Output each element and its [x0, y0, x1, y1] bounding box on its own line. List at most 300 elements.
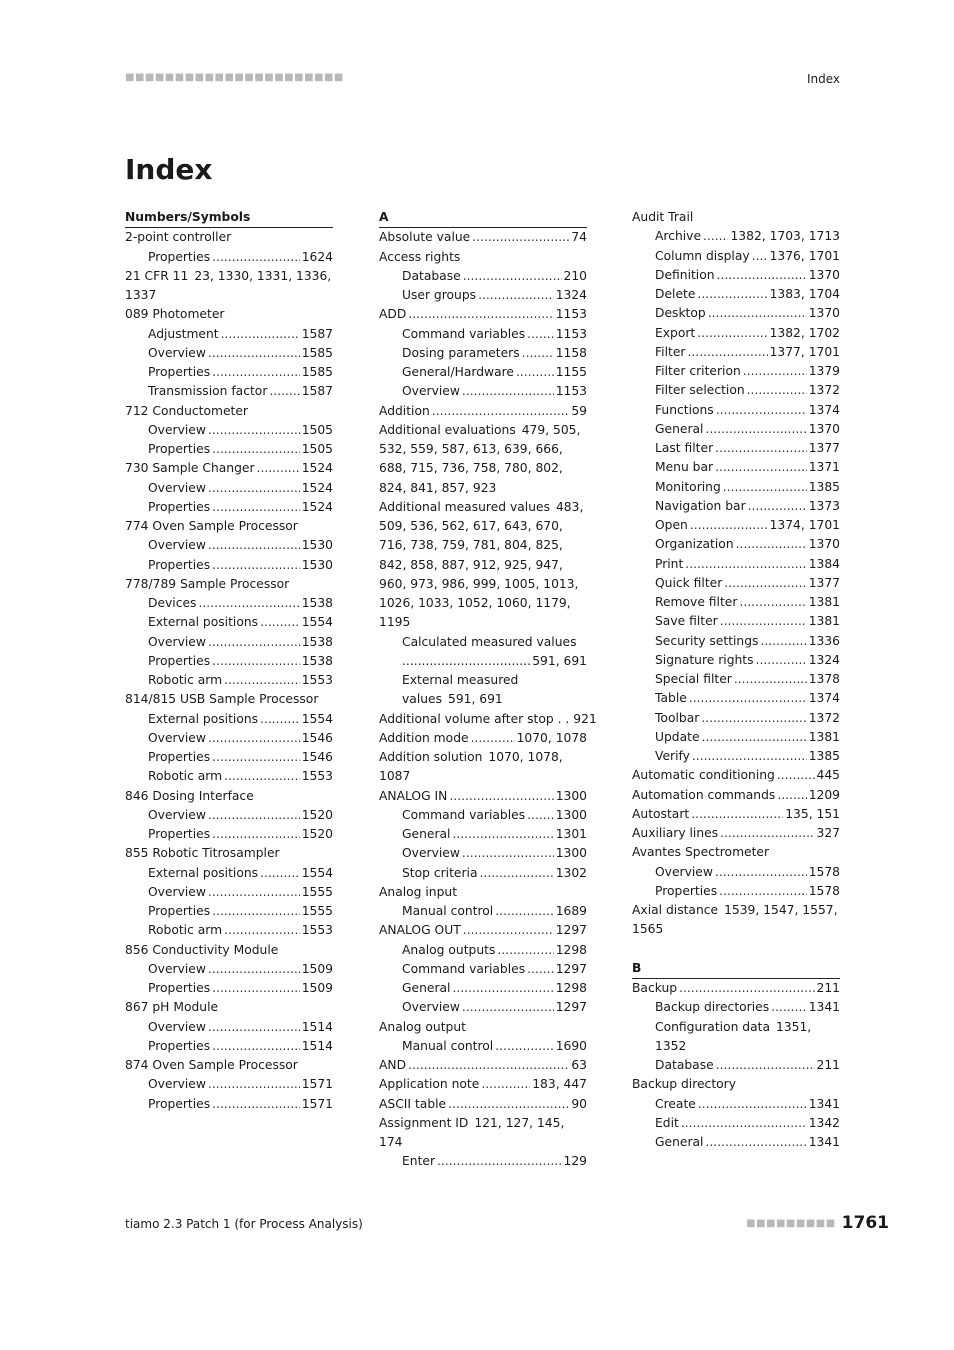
entry-pages: 1300 — [555, 807, 587, 822]
entry-term: Database — [402, 268, 461, 283]
index-subentry — [379, 1037, 587, 1056]
index-subentry — [632, 516, 840, 535]
dot-leader — [260, 864, 300, 883]
index-entry — [379, 748, 587, 787]
dot-leader — [212, 652, 300, 671]
entry-term: Overview — [148, 730, 206, 745]
entry-pages: 479, 505, 532, 559, 587, 613, 639, 666, 688, 715, 736, 758, 780, 802, 824, 841, 857, 923 — [379, 422, 581, 495]
entry-pages: 1377 — [808, 441, 840, 455]
index-entry — [632, 979, 840, 998]
entry-pages: 1153 — [555, 326, 587, 341]
dot-leader — [212, 440, 300, 459]
entry-pages: 1587 — [301, 326, 333, 341]
entry-term: Update — [655, 729, 700, 744]
entry-term: Transmission factor — [148, 384, 268, 399]
index-entry — [379, 729, 587, 748]
index-entry — [632, 786, 840, 805]
dot-leader — [495, 902, 553, 921]
entry-pages: 90 — [571, 1096, 587, 1111]
dot-leader — [208, 883, 300, 902]
entry-pages: 1374, 1701 — [769, 518, 840, 532]
dot-leader — [679, 979, 814, 998]
entry-term: Properties — [148, 249, 211, 264]
entry-term: Overview — [402, 846, 460, 861]
header-decoration: ■■■■■■■■■■■■■■■■■■■■■■ — [125, 72, 344, 83]
entry-pages: 1381 — [808, 614, 840, 629]
entry-pages: 1371 — [808, 460, 840, 475]
entry-pages: 1378 — [808, 672, 840, 686]
entry-pages: 1554 — [301, 615, 333, 630]
dot-leader — [437, 1152, 562, 1171]
entry-term: External measured values — [402, 673, 519, 707]
index-entry — [632, 805, 840, 824]
dot-leader — [701, 709, 806, 728]
index-column-1 — [125, 208, 333, 1114]
index-subentry — [125, 421, 333, 440]
entry-term: AND — [379, 1058, 407, 1072]
entry-pages: 1070, 1078 — [516, 730, 587, 745]
dot-leader — [212, 498, 300, 517]
index-subentry — [125, 556, 333, 575]
entry-term: Special filter — [655, 672, 732, 686]
index-subentry — [632, 632, 840, 651]
index-subentry — [632, 304, 840, 323]
dot-leader — [723, 478, 807, 497]
entry-pages: 1297 — [555, 923, 587, 938]
entry-term: Properties — [148, 904, 211, 918]
entry-term: Manual control — [402, 904, 494, 918]
entry-pages: 1587 — [301, 384, 333, 399]
entry-pages: 1524 — [301, 480, 333, 495]
index-subentry — [379, 344, 587, 363]
index-column-2 — [379, 208, 597, 1172]
entry-term: Automation commands — [632, 787, 776, 802]
index-subentry — [632, 1018, 840, 1057]
entry-term: Quick filter — [655, 575, 723, 590]
dot-leader — [452, 979, 553, 998]
dot-leader — [269, 382, 299, 401]
entry-term: Backup directories — [655, 1000, 770, 1015]
dot-leader — [715, 458, 807, 477]
entry-term: Additional volume after stop . . — [379, 711, 570, 726]
entry-term: Properties — [148, 499, 211, 514]
dot-leader — [224, 767, 300, 786]
index-subentry — [632, 458, 840, 477]
entry-pages: 1302 — [555, 865, 587, 880]
dot-leader — [777, 766, 815, 785]
entry-term: Properties — [148, 981, 211, 995]
index-subentry — [125, 344, 333, 363]
entry-term: Addition solution — [379, 750, 483, 764]
dot-leader — [702, 728, 807, 747]
page-title: Index — [125, 153, 213, 186]
dot-leader — [212, 902, 300, 921]
dot-leader — [691, 805, 783, 824]
dot-leader — [463, 267, 562, 286]
entry-pages: 1624 — [301, 249, 333, 264]
dot-leader — [720, 612, 807, 631]
index-heading: 778/789 Sample Processor — [125, 576, 290, 591]
index-subentry — [379, 286, 587, 305]
dot-leader — [685, 555, 806, 574]
index-heading: 774 Oven Sample Processor — [125, 519, 298, 533]
entry-term: Additional evaluations — [379, 422, 516, 437]
dot-leader — [708, 304, 807, 323]
dot-leader — [463, 921, 554, 940]
index-subentry — [125, 921, 333, 940]
index-subentry — [379, 960, 587, 979]
entry-term: Overview — [402, 1000, 460, 1015]
index-subentry — [125, 613, 333, 632]
entry-pages: 1578 — [808, 883, 840, 898]
entry-term: Security settings — [655, 633, 759, 648]
section-heading: B — [632, 959, 840, 979]
dot-leader — [715, 439, 807, 458]
entry-term: Properties — [148, 365, 211, 379]
entry-pages: 591, 691 — [448, 692, 503, 707]
entry-pages: 1385 — [808, 479, 840, 494]
index-subentry — [125, 479, 333, 498]
index-entry — [125, 459, 333, 478]
entry-pages: 1538 — [301, 653, 333, 668]
index-subentry-pages-row — [379, 652, 587, 671]
index-subentry — [632, 227, 840, 246]
entry-term: Desktop — [655, 306, 706, 321]
index-subentry — [632, 266, 840, 285]
entry-term: Verify — [655, 749, 690, 763]
entry-term: Edit — [655, 1115, 679, 1130]
entry-term: Overview — [148, 345, 206, 360]
entry-pages: 1578 — [808, 864, 840, 879]
entry-pages: 1297 — [555, 961, 587, 976]
entry-pages: 1372 — [808, 710, 840, 725]
entry-term: Overview — [148, 884, 206, 899]
entry-term: Command variables — [402, 326, 526, 341]
dot-leader — [449, 787, 553, 806]
index-subentry — [379, 825, 587, 844]
index-subentry — [632, 478, 840, 497]
index-subentry — [125, 748, 333, 767]
index-subentry — [632, 247, 840, 266]
entry-pages: 1538 — [301, 596, 333, 610]
index-subentry — [125, 633, 333, 652]
entry-pages: 1370 — [808, 306, 840, 321]
entry-term: Toolbar — [655, 710, 700, 725]
index-subentry — [632, 362, 840, 381]
entry-term: Properties — [148, 442, 211, 456]
entry-term: Robotic arm — [148, 769, 223, 784]
entry-pages: 74 — [571, 230, 587, 245]
dot-leader — [221, 325, 300, 344]
entry-pages: 1370 — [808, 267, 840, 282]
index-entry — [632, 824, 840, 843]
index-subentry — [379, 806, 587, 825]
index-subentry — [379, 267, 587, 286]
index-subentry — [125, 825, 333, 844]
entry-pages: 1298 — [555, 981, 587, 995]
index-subentry — [125, 248, 333, 267]
dot-leader — [527, 960, 554, 979]
index-subentry-term: Calculated measured values — [402, 634, 577, 649]
entry-term: Delete — [655, 287, 696, 301]
entry-term: Dosing parameters — [402, 345, 520, 360]
entry-term: Enter — [402, 1154, 436, 1169]
entry-pages: 1300 — [555, 846, 587, 861]
dot-leader — [747, 381, 807, 400]
entry-term: Open — [655, 518, 688, 532]
entry-pages: 135, 151 — [785, 806, 840, 821]
entry-term: General — [402, 981, 451, 995]
entry-term: Definition — [655, 267, 715, 282]
entry-term: Archive — [655, 229, 702, 244]
index-subentry — [125, 729, 333, 748]
entry-term: Properties — [148, 827, 211, 841]
index-heading: 089 Photometer — [125, 307, 225, 322]
dot-leader — [478, 286, 554, 305]
entry-term: Last filter — [655, 441, 714, 455]
dot-leader — [208, 633, 300, 652]
index-subentry — [125, 363, 333, 382]
dot-leader — [432, 402, 570, 421]
dot-leader — [212, 363, 300, 382]
entry-pages: 1382, 1702 — [769, 325, 840, 340]
entry-term: ADD — [379, 307, 407, 322]
dot-leader — [212, 556, 300, 575]
index-subentry — [632, 882, 840, 901]
entry-pages: 921 — [573, 711, 597, 726]
dot-leader — [212, 1095, 300, 1114]
index-subentry — [632, 574, 840, 593]
dot-leader — [408, 1056, 569, 1075]
entry-pages: 1546 — [301, 750, 333, 764]
entry-pages: 1509 — [301, 981, 333, 995]
index-subentry — [632, 381, 840, 400]
entry-term: External positions — [148, 615, 259, 630]
index-subentry — [379, 325, 587, 344]
entry-pages: 1384 — [808, 556, 840, 571]
entry-term: Automatic conditioning — [632, 768, 775, 783]
entry-term: ANALOG OUT — [379, 923, 461, 938]
entry-pages: 1571 — [301, 1096, 333, 1111]
dot-leader — [208, 960, 300, 979]
index-subentry — [632, 651, 840, 670]
dot-leader — [208, 421, 300, 440]
entry-term: Database — [655, 1058, 714, 1072]
entry-pages: 1336 — [808, 633, 840, 648]
index-subentry — [125, 498, 333, 517]
dot-leader — [752, 247, 768, 266]
entry-term: Remove filter — [655, 595, 738, 609]
dot-leader — [760, 632, 806, 651]
entry-pages: 129 — [563, 1154, 587, 1169]
index-subentry — [125, 883, 333, 902]
entry-pages: 327 — [816, 826, 840, 840]
entry-pages: 1070, 1078, 1087 — [379, 750, 563, 784]
entry-pages: 1505 — [301, 422, 333, 437]
entry-term: Column display — [655, 248, 750, 263]
index-heading: 846 Dosing Interface — [125, 788, 254, 803]
entry-pages: 23, 1330, 1331, 1336, 1337 — [125, 268, 332, 302]
index-heading: 867 pH Module — [125, 1000, 219, 1015]
index-heading: Analog output — [379, 1019, 466, 1034]
entry-term: User groups — [402, 288, 477, 302]
entry-pages: 1341 — [808, 1096, 840, 1111]
entry-pages: 1514 — [301, 1038, 333, 1053]
entry-term: Overview — [148, 807, 206, 822]
entry-pages: 1385 — [808, 749, 840, 763]
entry-pages: 1373 — [808, 498, 840, 513]
dot-leader — [697, 285, 767, 304]
index-subentry — [125, 1075, 333, 1094]
entry-term: Print — [655, 556, 684, 571]
index-subentry — [125, 902, 333, 921]
index-subentry — [125, 1018, 333, 1037]
dot-leader — [716, 1056, 815, 1075]
dot-leader — [212, 979, 300, 998]
entry-pages: 1377, 1701 — [769, 344, 840, 359]
index-entry — [379, 228, 587, 247]
entry-term: ANALOG IN — [379, 788, 448, 803]
index-heading: Access rights — [379, 249, 461, 264]
index-subentry — [125, 536, 333, 555]
dot-leader — [681, 1114, 807, 1133]
index-heading: 712 Conductometer — [125, 403, 248, 418]
dot-leader — [719, 882, 807, 901]
entry-pages: 1300 — [555, 788, 587, 803]
index-heading: 855 Robotic Titrosampler — [125, 846, 280, 861]
index-subentry — [125, 767, 333, 786]
entry-term: Robotic arm — [148, 673, 223, 687]
index-subentry — [632, 497, 840, 516]
entry-term: Command variables — [402, 807, 526, 822]
dot-leader — [734, 670, 807, 689]
index-subentry — [632, 593, 840, 612]
entry-pages: 591, 691 — [532, 653, 587, 668]
entry-term: Overview — [148, 538, 206, 553]
index-subentry — [125, 382, 333, 401]
entry-term: Properties — [148, 750, 211, 764]
index-entry — [379, 1056, 587, 1075]
dot-leader — [481, 1075, 530, 1094]
index-subentry — [632, 670, 840, 689]
entry-term: Overview — [148, 1019, 206, 1034]
entry-term: Overview — [655, 864, 713, 879]
index-subentry — [125, 864, 333, 883]
index-entry — [632, 901, 840, 940]
entry-term: Overview — [402, 384, 460, 399]
entry-pages: 1553 — [301, 923, 333, 938]
entry-pages: 183, 447 — [532, 1077, 587, 1092]
entry-term: Organization — [655, 537, 734, 552]
index-subentry — [379, 864, 587, 883]
dot-leader — [756, 651, 807, 670]
dot-leader — [212, 248, 300, 267]
index-subentry — [125, 806, 333, 825]
entry-term: Autostart — [632, 806, 690, 821]
entry-pages: 1381 — [808, 729, 840, 744]
entry-pages: 1370 — [808, 537, 840, 552]
entry-pages: 1324 — [555, 288, 587, 302]
dot-leader — [208, 479, 300, 498]
index-heading: 874 Oven Sample Processor — [125, 1058, 298, 1072]
index-subentry — [632, 1114, 840, 1133]
entry-pages: 1374 — [808, 691, 840, 706]
entry-pages: 1381 — [808, 595, 840, 609]
entry-term: Overview — [148, 1077, 206, 1092]
entry-pages: 1553 — [301, 769, 333, 784]
dot-leader — [224, 671, 300, 690]
entry-term: Properties — [148, 653, 211, 668]
dot-leader — [736, 535, 807, 554]
index-subentry — [632, 612, 840, 631]
entry-pages: 1376, 1701 — [769, 248, 840, 263]
dot-leader — [208, 344, 300, 363]
index-subentry — [632, 1056, 840, 1075]
entry-term: Devices — [148, 596, 197, 610]
index-subentry — [125, 652, 333, 671]
entry-term: Navigation bar — [655, 498, 746, 513]
dot-leader — [771, 998, 807, 1017]
index-entry — [379, 921, 587, 940]
dot-leader — [777, 786, 806, 805]
entry-term: Adjustment — [148, 326, 219, 341]
entry-pages: 1301 — [555, 827, 587, 841]
entry-pages: 1297 — [555, 1000, 587, 1015]
dot-leader — [748, 497, 807, 516]
entry-term: Auxiliary lines — [632, 826, 719, 840]
entry-term: Addition mode — [379, 730, 469, 745]
index-subentry — [125, 979, 333, 998]
dot-leader — [687, 343, 767, 362]
dot-leader — [720, 824, 814, 843]
entry-pages: 1342 — [808, 1115, 840, 1130]
entry-pages: 1585 — [301, 365, 333, 379]
entry-pages: 1690 — [555, 1038, 587, 1053]
entry-term: Filter selection — [655, 383, 745, 398]
entry-pages: 1555 — [301, 904, 333, 918]
entry-term: ASCII table — [379, 1096, 447, 1111]
entry-term: Overview — [148, 422, 206, 437]
index-heading: Audit Trail — [632, 210, 694, 224]
entry-term: Absolute value — [379, 230, 471, 245]
index-entry — [125, 267, 333, 306]
entry-pages: 59 — [571, 403, 587, 418]
dot-leader — [480, 864, 554, 883]
index-subentry — [632, 747, 840, 766]
entry-pages: 1341 — [808, 1000, 840, 1015]
entry-pages: 1158 — [555, 345, 587, 360]
section-heading: A — [379, 208, 587, 228]
index-subentry — [125, 710, 333, 729]
dot-leader — [497, 941, 553, 960]
index-subentry — [125, 1037, 333, 1056]
index-subentry — [379, 941, 587, 960]
entry-term: Overview — [148, 961, 206, 976]
footer-pagination — [746, 1212, 889, 1234]
entry-pages: 483, 509, 536, 562, 617, 643, 670, 716, 738, 759, 781, 804, 825, 842, 858, 887, 912, 925, 947, 960, 973, 986, 999, 1005, 1013, 1026, 1033, 1052, 1060, 1179, 1195 — [379, 499, 584, 630]
index-subentry — [632, 285, 840, 304]
entry-pages: 1153 — [555, 384, 587, 399]
dot-leader — [472, 228, 569, 247]
dot-leader — [208, 729, 300, 748]
dot-leader — [462, 998, 554, 1017]
entry-term: Overview — [148, 480, 206, 495]
entry-pages: 1539, 1547, 1557, 1565 — [632, 903, 838, 937]
index-subentry — [632, 555, 840, 574]
dot-leader — [408, 305, 553, 324]
entry-term: Export — [655, 325, 696, 340]
dot-leader — [495, 1037, 553, 1056]
